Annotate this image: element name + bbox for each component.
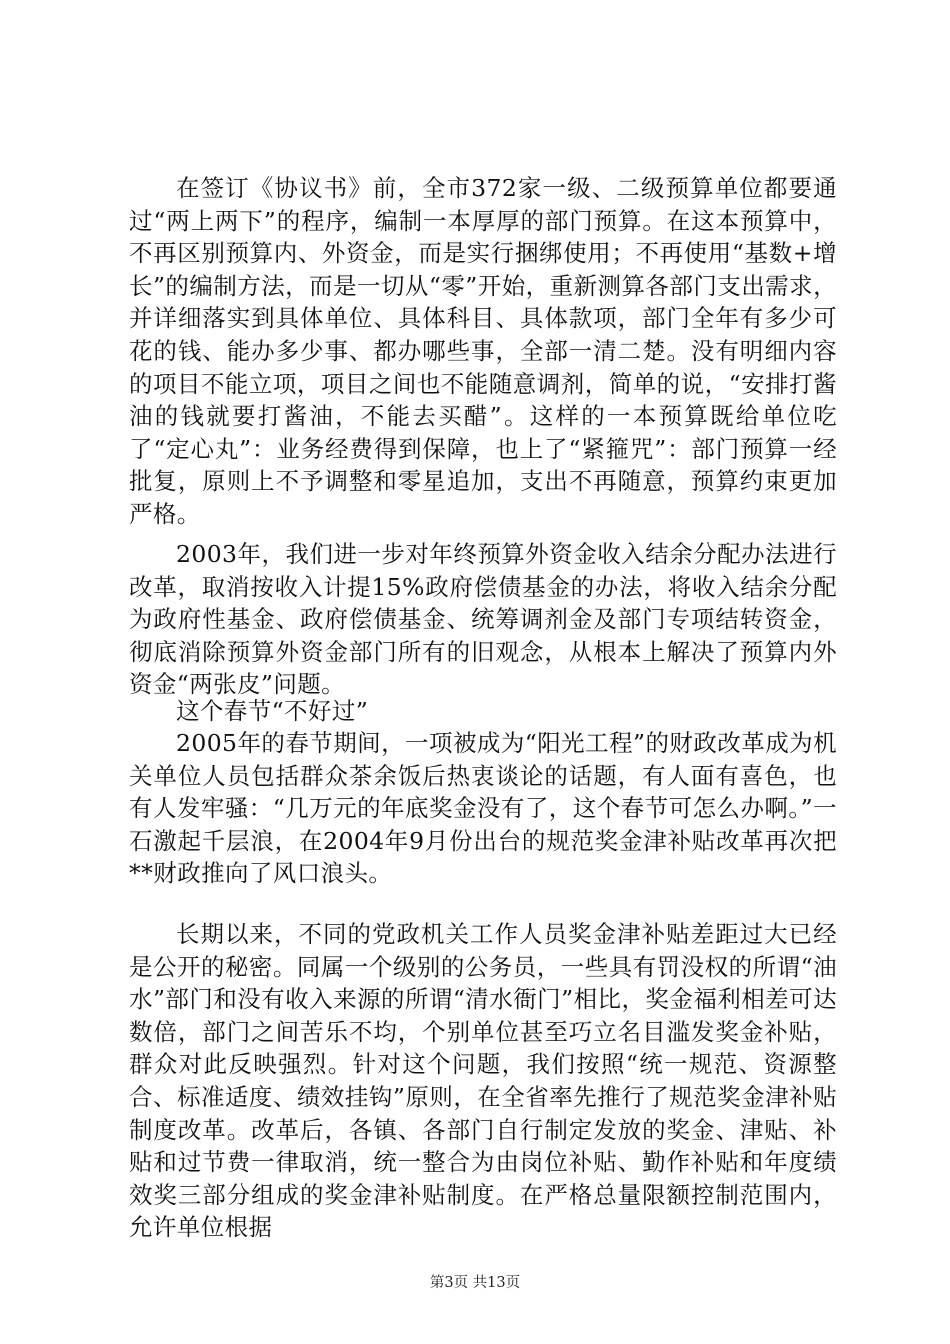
paragraph-budget-agreement: 在签订《协议书》前，全市372家一级、二级预算单位都要通过“两上两下”的程序，编制一本厚厚的部门预算。在这本预算中，不再区别预算内、外资金，而是实行捆绑使用；不再使用“基数+增长”的编制方法，而是一切从“零”开始，重新测算各部门支出需求，并详细落实到具体单位、具体科目、具体款项，部门全年有多少可花的钱、能办多少事、都办哪些事，全部一清二楚。没有明细内容的项目不能立项，项目之间也不能随意调剂，简单的说，“安排打酱油的钱就要打酱油，不能去买醋”。这样的一本预算既给单位吃了“定心丸”：业务经费得到保障，也上了“紧箍咒”：部门预算一经批复，原则上不予调整和零星追加，支出不再随意，预算约束更加严格。 bbox=[129, 174, 837, 528]
paragraph-bonus-reform: 长期以来，不同的党政机关工作人员奖金津补贴差距过大已经是公开的秘密。同属一个级别的公务员，一些具有罚没权的所谓“油水”部门和没有收入来源的所谓“清水衙门”相比，奖金福利相差可达数倍，部门之间苦乐不均，个别单位甚至巧立名目滥发奖金补贴，群众对此反映强烈。针对这个问题，我们按照“统一规范、资源整合、标准适度、绩效挂钩”原则，在全省率先推行了规范奖金津补贴制度改革。改革后，各镇、各部门自行制定发放的奖金、津贴、补贴和过节费一律取消，统一整合为由岗位补贴、勤作补贴和年度绩效奖三部分组成的奖金津补贴制度。在严格总量限额控制范围内，允许单位根据 bbox=[129, 920, 837, 1242]
section-heading-spring-festival: 这个春节“不好过” bbox=[176, 697, 369, 725]
page-footer: 第3页 共13页 bbox=[429, 1275, 521, 1291]
paragraph-2003-reform: 2003年，我们进一步对年终预算外资金收入结余分配办法进行改革，取消按收入计提15%政府偿债基金的办法，将收入结余分配为政府性基金、政府偿债基金、统筹调剂金及部门专项结转资金，彻底消除预算外资金部门所有的旧观念，从根本上解决了预算内外资金“两张皮”问题。 bbox=[129, 540, 837, 699]
paragraph-2005-spring-festival: 2005年的春节期间，一项被成为“阳光工程”的财政改革成为机关单位人员包括群众茶余饭后热衷谈论的话题，有人面有喜色，也有人发牢骚：“几万元的年底奖金没有了，这个春节可怎么办啊。”一石激起千层浪，在2004年9月份出台的规范奖金津补贴改革再次把**财政推向了风口浪头。 bbox=[129, 729, 837, 888]
